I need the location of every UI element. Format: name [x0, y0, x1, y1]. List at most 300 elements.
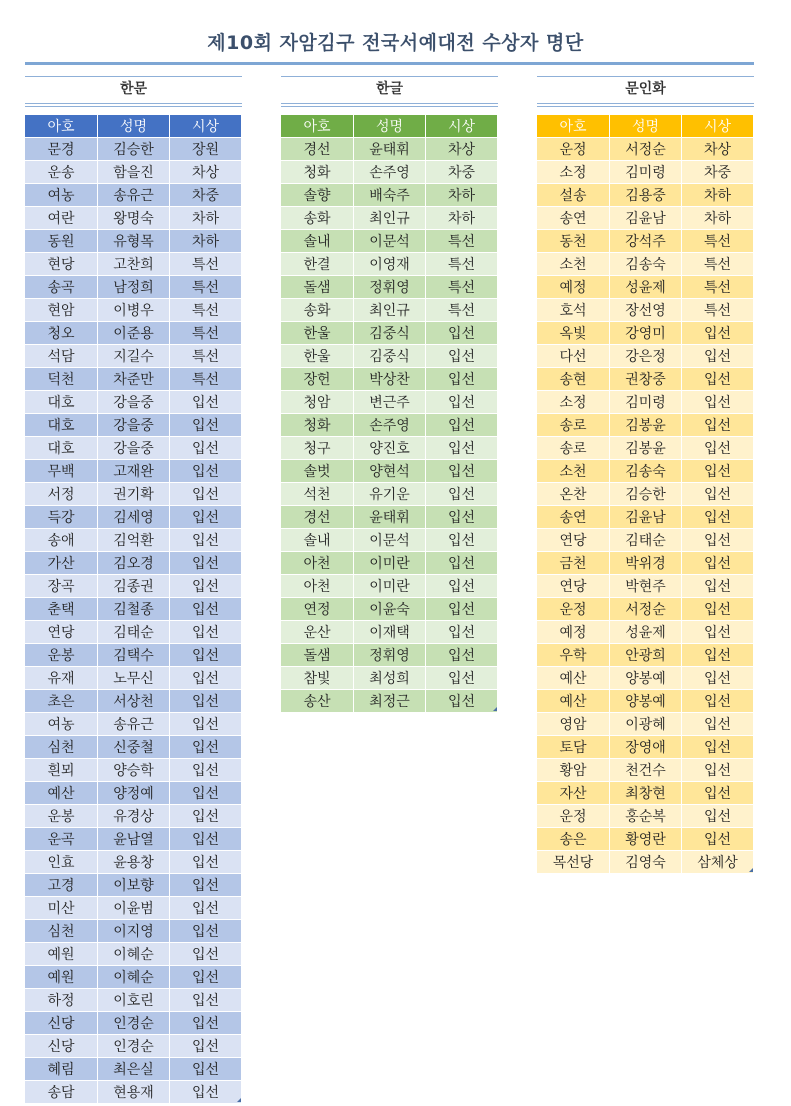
table-row: [281, 644, 498, 667]
table-row: [281, 322, 498, 345]
table-row: [25, 322, 242, 345]
award-cell: 입선: [682, 621, 754, 644]
name-cell: 김중식: [354, 345, 426, 368]
table-row: [25, 1035, 242, 1058]
award-cell: 입선: [170, 851, 242, 874]
award-cell: 입선: [170, 575, 242, 598]
table-row: [25, 782, 242, 805]
award-cell: 입선: [682, 460, 754, 483]
award-cell: 특선: [682, 299, 754, 322]
name-cell: 홍순복: [610, 805, 682, 828]
pen-name-cell: 유재: [25, 667, 98, 690]
table-row: [25, 437, 242, 460]
pen-name-cell: 경선: [281, 138, 354, 161]
award-cell: 입선: [426, 506, 498, 529]
pen-name-cell: 소정: [537, 391, 610, 414]
table-row: [25, 253, 242, 276]
table-row: [25, 920, 242, 943]
award-cell: 입선: [426, 575, 498, 598]
pen-name-cell: 초은: [25, 690, 98, 713]
name-cell: 김태순: [610, 529, 682, 552]
award-cell: 입선: [682, 437, 754, 460]
name-cell: 이병우: [98, 299, 170, 322]
name-cell: 지길수: [98, 345, 170, 368]
section-hangeul: [281, 76, 498, 710]
name-cell: 손주영: [354, 161, 426, 184]
table-row: [25, 759, 242, 782]
name-cell: 박현주: [610, 575, 682, 598]
award-cell: 입선: [426, 345, 498, 368]
name-cell: 김억환: [98, 529, 170, 552]
pen-name-cell: 참빛: [281, 667, 354, 690]
name-cell: 서정순: [610, 138, 682, 161]
name-cell: 양정예: [98, 782, 170, 805]
award-cell: 특선: [170, 276, 242, 299]
name-cell: 이영재: [354, 253, 426, 276]
table-row: [537, 759, 754, 782]
name-cell: 이혜순: [98, 966, 170, 989]
table-resize-marker: [237, 1098, 241, 1102]
award-cell: 입선: [170, 989, 242, 1012]
section-hanmun: [25, 76, 242, 1101]
section-title: 한문: [25, 76, 242, 104]
name-cell: 강을중: [98, 391, 170, 414]
award-cell: 입선: [170, 943, 242, 966]
award-cell: 입선: [682, 805, 754, 828]
pen-name-cell: 송현: [537, 368, 610, 391]
name-cell: 김미령: [610, 391, 682, 414]
pen-name-cell: 온찬: [537, 483, 610, 506]
table-row: [281, 506, 498, 529]
name-cell: 변근주: [354, 391, 426, 414]
award-cell: 입선: [682, 575, 754, 598]
award-cell: 입선: [682, 598, 754, 621]
pen-name-cell: 다선: [537, 345, 610, 368]
award-cell: 입선: [170, 805, 242, 828]
table-row: [537, 253, 754, 276]
name-cell: 이윤범: [98, 897, 170, 920]
award-cell: 입선: [682, 414, 754, 437]
name-cell: 권기확: [98, 483, 170, 506]
name-cell: 김오경: [98, 552, 170, 575]
table-header-row: [537, 115, 754, 138]
award-cell: 입선: [682, 736, 754, 759]
pen-name-cell: 돌샘: [281, 276, 354, 299]
pen-name-cell: 예산: [25, 782, 98, 805]
table-row: [537, 414, 754, 437]
name-cell: 남정희: [98, 276, 170, 299]
name-cell: 이준용: [98, 322, 170, 345]
award-cell: 특선: [682, 253, 754, 276]
pen-name-cell: 현당: [25, 253, 98, 276]
table-row: [281, 391, 498, 414]
table-row: [25, 713, 242, 736]
name-cell: 김철종: [98, 598, 170, 621]
pen-name-cell: 서정: [25, 483, 98, 506]
name-cell: 이광혜: [610, 713, 682, 736]
name-cell: 양봉예: [610, 690, 682, 713]
award-cell: 특선: [170, 299, 242, 322]
table-row: [537, 138, 754, 161]
table-row: [25, 828, 242, 851]
table-row: [281, 276, 498, 299]
table-row: [537, 621, 754, 644]
award-cell: 입선: [170, 506, 242, 529]
award-cell: 입선: [682, 667, 754, 690]
award-cell: 입선: [682, 368, 754, 391]
name-cell: 안광희: [610, 644, 682, 667]
title-underline: [25, 62, 754, 65]
name-cell: 권창중: [610, 368, 682, 391]
name-cell: 양승학: [98, 759, 170, 782]
name-cell: 이문석: [354, 230, 426, 253]
pen-name-cell: 청화: [281, 414, 354, 437]
award-cell: 입선: [170, 897, 242, 920]
award-cell: 차상: [170, 161, 242, 184]
table-row: [25, 989, 242, 1012]
award-cell: 입선: [170, 391, 242, 414]
table-row: [537, 667, 754, 690]
table-row: [537, 368, 754, 391]
name-cell: 이보향: [98, 874, 170, 897]
pen-name-cell: 운곡: [25, 828, 98, 851]
awards-table: [537, 115, 754, 874]
table-row: [25, 1058, 242, 1081]
section-title: 한글: [281, 76, 498, 104]
name-cell: 이미란: [354, 575, 426, 598]
name-cell: 김윤남: [610, 207, 682, 230]
award-cell: 입선: [426, 483, 498, 506]
table-row: [537, 782, 754, 805]
award-cell: 입선: [682, 759, 754, 782]
table-row: [25, 529, 242, 552]
name-cell: 손주영: [354, 414, 426, 437]
name-cell: 윤용창: [98, 851, 170, 874]
name-cell: 최인규: [354, 207, 426, 230]
award-cell: 입선: [682, 391, 754, 414]
name-cell: 김중식: [354, 322, 426, 345]
name-cell: 차준만: [98, 368, 170, 391]
pen-name-cell: 송연: [537, 506, 610, 529]
pen-name-cell: 송연: [537, 207, 610, 230]
name-cell: 김택수: [98, 644, 170, 667]
award-cell: 입선: [170, 1081, 242, 1104]
pen-name-cell: 송화: [281, 207, 354, 230]
award-cell: 입선: [170, 966, 242, 989]
table-row: [25, 621, 242, 644]
header-award: 시상: [426, 115, 498, 138]
award-cell: 특선: [170, 322, 242, 345]
name-cell: 김윤남: [610, 506, 682, 529]
pen-name-cell: 장곡: [25, 575, 98, 598]
pen-name-cell: 아천: [281, 552, 354, 575]
name-cell: 송유근: [98, 713, 170, 736]
table-row: [537, 828, 754, 851]
table-row: [537, 736, 754, 759]
name-cell: 서상천: [98, 690, 170, 713]
award-cell: 입선: [170, 644, 242, 667]
award-cell: 차하: [426, 207, 498, 230]
pen-name-cell: 여농: [25, 713, 98, 736]
table-row: [25, 552, 242, 575]
table-row: [25, 391, 242, 414]
table-row: [25, 483, 242, 506]
name-cell: 서정순: [610, 598, 682, 621]
pen-name-cell: 여란: [25, 207, 98, 230]
pen-name-cell: 춘택: [25, 598, 98, 621]
pen-name-cell: 운산: [281, 621, 354, 644]
header-name: 성명: [98, 115, 170, 138]
pen-name-cell: 청화: [281, 161, 354, 184]
header-name: 성명: [610, 115, 682, 138]
table-row: [281, 368, 498, 391]
table-row: [281, 230, 498, 253]
name-cell: 박상찬: [354, 368, 426, 391]
table-row: [25, 460, 242, 483]
table-row: [25, 805, 242, 828]
pen-name-cell: 운송: [25, 161, 98, 184]
pen-name-cell: 옥빛: [537, 322, 610, 345]
award-cell: 입선: [426, 690, 498, 713]
pen-name-cell: 운정: [537, 598, 610, 621]
pen-name-cell: 청구: [281, 437, 354, 460]
name-cell: 성윤제: [610, 621, 682, 644]
table-row: [537, 529, 754, 552]
table-row: [25, 230, 242, 253]
table-row: [281, 667, 498, 690]
award-cell: 입선: [426, 598, 498, 621]
name-cell: 정휘영: [354, 644, 426, 667]
table-row: [281, 483, 498, 506]
name-cell: 강영미: [610, 322, 682, 345]
table-row: [25, 690, 242, 713]
name-cell: 양현석: [354, 460, 426, 483]
award-cell: 입선: [170, 414, 242, 437]
award-cell: 입선: [170, 1035, 242, 1058]
table-row: [281, 138, 498, 161]
award-cell: 입선: [170, 437, 242, 460]
pen-name-cell: 아천: [281, 575, 354, 598]
award-cell: 입선: [682, 828, 754, 851]
header-award: 시상: [170, 115, 242, 138]
table-row: [25, 184, 242, 207]
pen-name-cell: 예정: [537, 276, 610, 299]
table-row: [281, 529, 498, 552]
award-cell: 입선: [170, 1012, 242, 1035]
table-row: [281, 575, 498, 598]
award-cell: 입선: [682, 483, 754, 506]
name-cell: 신중철: [98, 736, 170, 759]
name-cell: 최인규: [354, 299, 426, 322]
table-row: [25, 414, 242, 437]
award-cell: 입선: [426, 621, 498, 644]
pen-name-cell: 대호: [25, 437, 98, 460]
table-row: [25, 345, 242, 368]
pen-name-cell: 장헌: [281, 368, 354, 391]
award-cell: 특선: [682, 276, 754, 299]
award-cell: 입선: [170, 874, 242, 897]
table-row: [537, 299, 754, 322]
name-cell: 김세영: [98, 506, 170, 529]
award-cell: 입선: [426, 552, 498, 575]
table-header-row: [25, 115, 242, 138]
pen-name-cell: 석담: [25, 345, 98, 368]
name-cell: 강을중: [98, 414, 170, 437]
award-cell: 특선: [682, 230, 754, 253]
award-cell: 입선: [170, 690, 242, 713]
award-cell: 차상: [426, 138, 498, 161]
name-cell: 인경순: [98, 1012, 170, 1035]
award-cell: 차중: [170, 184, 242, 207]
table-row: [537, 483, 754, 506]
pen-name-cell: 솔내: [281, 230, 354, 253]
table-row: [537, 690, 754, 713]
award-cell: 입선: [426, 529, 498, 552]
table-row: [281, 621, 498, 644]
name-cell: 강은정: [610, 345, 682, 368]
header-pen-name: 아호: [537, 115, 610, 138]
award-cell: 입선: [170, 667, 242, 690]
awards-table: [281, 115, 498, 713]
table-row: [25, 138, 242, 161]
name-cell: 성윤제: [610, 276, 682, 299]
pen-name-cell: 문경: [25, 138, 98, 161]
name-cell: 김송숙: [610, 460, 682, 483]
pen-name-cell: 송화: [281, 299, 354, 322]
pen-name-cell: 신당: [25, 1035, 98, 1058]
pen-name-cell: 한울: [281, 345, 354, 368]
table-row: [25, 161, 242, 184]
award-cell: 입선: [170, 920, 242, 943]
award-cell: 입선: [682, 529, 754, 552]
pen-name-cell: 연당: [537, 529, 610, 552]
table-row: [537, 322, 754, 345]
section-title: 문인화: [537, 76, 754, 104]
pen-name-cell: 미산: [25, 897, 98, 920]
pen-name-cell: 연당: [537, 575, 610, 598]
pen-name-cell: 현암: [25, 299, 98, 322]
name-cell: 김미령: [610, 161, 682, 184]
award-cell: 차하: [426, 184, 498, 207]
award-cell: 입선: [426, 667, 498, 690]
table-row: [25, 299, 242, 322]
name-cell: 김승한: [610, 483, 682, 506]
pen-name-cell: 황암: [537, 759, 610, 782]
pen-name-cell: 설송: [537, 184, 610, 207]
pen-name-cell: 호석: [537, 299, 610, 322]
table-row: [281, 253, 498, 276]
pen-name-cell: 예산: [537, 667, 610, 690]
table-row: [281, 690, 498, 713]
table-row: [537, 230, 754, 253]
name-cell: 장선영: [610, 299, 682, 322]
name-cell: 김태순: [98, 621, 170, 644]
table-row: [25, 966, 242, 989]
award-cell: 특선: [170, 368, 242, 391]
pen-name-cell: 심천: [25, 736, 98, 759]
pen-name-cell: 송담: [25, 1081, 98, 1104]
pen-name-cell: 소천: [537, 460, 610, 483]
pen-name-cell: 경선: [281, 506, 354, 529]
table-row: [537, 460, 754, 483]
pen-name-cell: 연당: [25, 621, 98, 644]
table-row: [537, 713, 754, 736]
award-cell: 입선: [426, 368, 498, 391]
name-cell: 박위경: [610, 552, 682, 575]
header-pen-name: 아호: [25, 115, 98, 138]
table-row: [537, 345, 754, 368]
name-cell: 함을진: [98, 161, 170, 184]
table-row: [25, 207, 242, 230]
table-row: [537, 207, 754, 230]
pen-name-cell: 예원: [25, 943, 98, 966]
name-cell: 이미란: [354, 552, 426, 575]
pen-name-cell: 돌샘: [281, 644, 354, 667]
award-cell: 차하: [170, 207, 242, 230]
award-cell: 장원: [170, 138, 242, 161]
pen-name-cell: 송로: [537, 414, 610, 437]
pen-name-cell: 득강: [25, 506, 98, 529]
header-pen-name: 아호: [281, 115, 354, 138]
name-cell: 이지영: [98, 920, 170, 943]
table-row: [537, 598, 754, 621]
award-cell: 입선: [170, 713, 242, 736]
name-cell: 왕명숙: [98, 207, 170, 230]
table-row: [537, 391, 754, 414]
name-cell: 김종권: [98, 575, 170, 598]
name-cell: 장영애: [610, 736, 682, 759]
pen-name-cell: 신당: [25, 1012, 98, 1035]
pen-name-cell: 동천: [537, 230, 610, 253]
table-row: [281, 207, 498, 230]
pen-name-cell: 소천: [537, 253, 610, 276]
pen-name-cell: 청오: [25, 322, 98, 345]
award-cell: 삼체상: [682, 851, 754, 874]
table-resize-marker: [749, 868, 753, 872]
table-row: [281, 161, 498, 184]
award-cell: 입선: [170, 621, 242, 644]
name-cell: 윤남열: [98, 828, 170, 851]
name-cell: 이재택: [354, 621, 426, 644]
award-cell: 차중: [426, 161, 498, 184]
pen-name-cell: 가산: [25, 552, 98, 575]
award-cell: 특선: [426, 299, 498, 322]
award-cell: 입선: [170, 598, 242, 621]
pen-name-cell: 예산: [537, 690, 610, 713]
name-cell: 황영란: [610, 828, 682, 851]
table-row: [537, 506, 754, 529]
award-cell: 입선: [682, 713, 754, 736]
pen-name-cell: 솔내: [281, 529, 354, 552]
name-cell: 윤태휘: [354, 506, 426, 529]
award-cell: 차중: [682, 161, 754, 184]
name-cell: 인경순: [98, 1035, 170, 1058]
table-row: [25, 575, 242, 598]
award-cell: 입선: [170, 782, 242, 805]
pen-name-cell: 한결: [281, 253, 354, 276]
pen-name-cell: 금천: [537, 552, 610, 575]
table-resize-marker: [493, 707, 497, 711]
table-row: [537, 276, 754, 299]
awards-table: [25, 115, 242, 1104]
table-row: [537, 161, 754, 184]
table-row: [25, 736, 242, 759]
pen-name-cell: 하정: [25, 989, 98, 1012]
pen-name-cell: 우학: [537, 644, 610, 667]
table-row: [537, 437, 754, 460]
table-row: [25, 276, 242, 299]
award-cell: 입선: [426, 644, 498, 667]
